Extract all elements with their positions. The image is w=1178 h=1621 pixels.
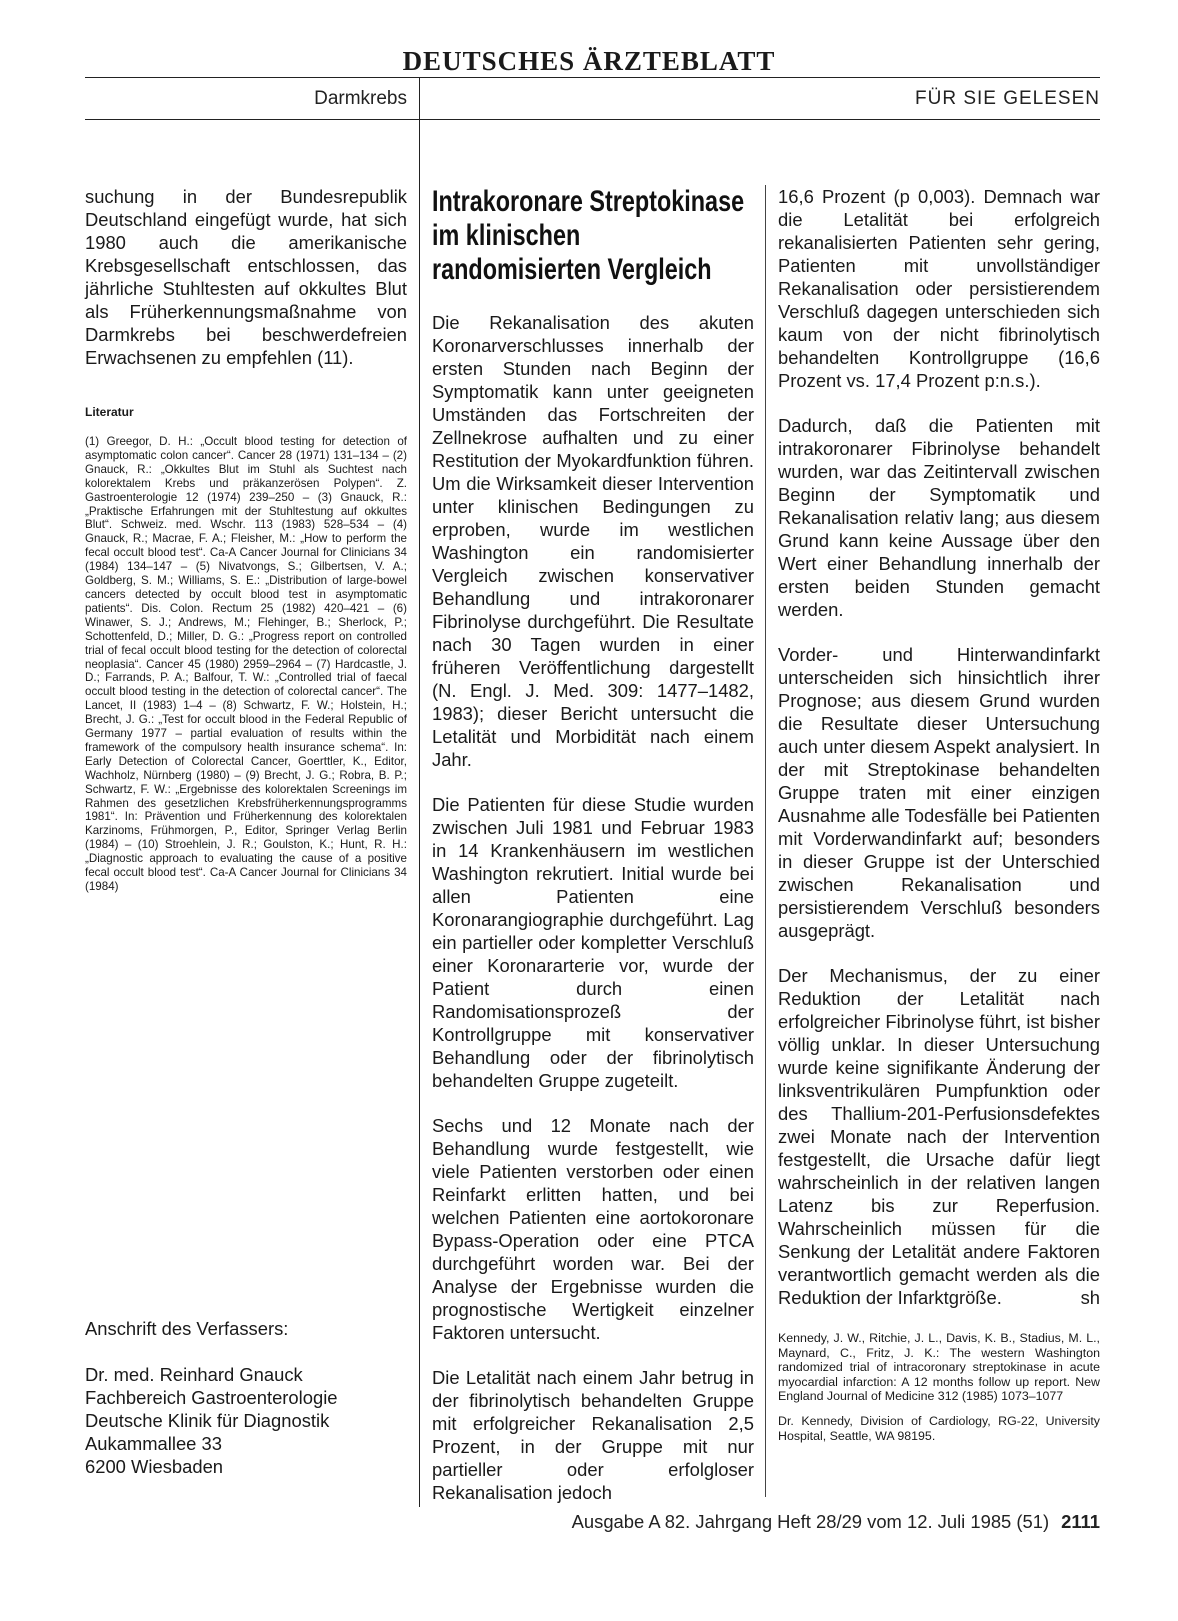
page-number: 2111 xyxy=(1061,1511,1100,1532)
literature-heading: Literatur xyxy=(85,405,134,419)
article-paragraph: Dadurch, daß die Patienten mit intrakoronarer Fibrinolyse behandelt wurden, war das Zeitintervall zwischen Beginn der Symptomatik und Rekanalisation relativ lang; aus diesem Grund kann keine Aussage über den Wert einer Behandlung innerhalb der ersten beiden Stunden gemacht werden. xyxy=(778,415,1100,620)
column-middle xyxy=(432,185,754,1526)
column-divider-left xyxy=(419,77,420,1507)
article-paragraph xyxy=(778,964,1100,1309)
column-divider-right xyxy=(765,185,766,1497)
address-line: Deutsche Klinik für Diagnostik xyxy=(85,1410,330,1431)
correspondence-address: Dr. Kennedy, Division of Cardiology, RG-22, University Hospital, Seattle, WA 98195. xyxy=(778,1413,1100,1443)
address-line: Dr. med. Reinhard Gnauck xyxy=(85,1364,303,1385)
address-line: Fachbereich Gastroenterologie xyxy=(85,1387,338,1408)
top-rule xyxy=(85,77,1100,78)
header-rule xyxy=(85,119,1100,120)
article-paragraph: 16,6 Prozent (p 0,003). Demnach war die Letalität bei erfolgreich rekanalisierten Patienten sehr gering, Patienten mit unvollständiger Rekanalisation oder persistierendem Verschluß dagegen unterschieden sich kaum von der nicht fibrinolytisch behandelten Kontrollgruppe (16,6 Prozent vs. 17,4 Prozent p:n.s.). xyxy=(778,186,1100,391)
intro-paragraph: suchung in der Bundesrepublik Deutschland eingefügt wurde, hat sich 1980 auch die amerikanische Krebsgesellschaft entschlossen, das jährliche Stuhltesten auf okkultes Blut als Früherkennungsmaßnahme von Darmkrebs bei beschwerdefreien Erwachsenen zu empfehlen (11). xyxy=(85,186,407,368)
masthead: DEUTSCHES ÄRZTEBLATT xyxy=(402,46,776,76)
article-paragraph: Sechs und 12 Monate nach der Behandlung wurde festgestellt, wie viele Patienten verstorben oder einen Reinfarkt erlitten hatten, und bei welchen Patienten eine aortokoronare Bypass-Operation oder eine PTCA durchgeführt worden war. Bei der Analyse der Ergebnisse wurden die prognostische Wertigkeit einzelner Faktoren untersucht. xyxy=(432,1115,754,1343)
address-line: Aukammallee 33 xyxy=(85,1433,222,1454)
column-left xyxy=(85,185,407,894)
section-label-left: Darmkrebs xyxy=(314,88,407,109)
literature-list: (1) Greegor, D. H.: „Occult blood testing for detection of asymptomatic colon cancer“. Cancer 28 (1971) 131–134 – (2) Gnauck, R.: „Okkultes Blut im Stuhl als Suchtest nach kolorektalem Krebs und präkanzerösen Polypen“. Z. Gastroenterologie 12 (1974) 239–250 – (3) Gnauck, R.: „Praktische Erfahrungen mit der Stuhltestung auf okkultes Blut“. Schweiz. med. Wschr. 113 (1983) 528–534 – (4) Gnauck, R.; Macrae, F. A.; Fleisher, M.: „How to perform the fecal occult blood test“. Ca-A Cancer Journal for Clinicians 34 (1984) 134–147 – (5) Nivatvongs, S.; Gilbertsen, V. A.; Goldberg, S. M.; Williams, S. E.: „Distribution of large-bowel cancers detected by occult blood test in asymptomatic patients“. Dis. Colon. Rectum 25 (1982) 420–421 – (6) Winawer, S. J.; Andrews, M.; Flehinger, B.; Sherlock, P.; Schottenfeld, D.; Miller, D. G.: „Progress report on controlled trial of fecal occult blood testing for the detection of colorectal neoplasia“. Cancer 45 (1980) 2959–2964 – (7) Hardcastle, J. D.; Farrands, P. A.; Balfour, T. W.: „Controlled trial of faecal occult blood testing in the detection of colorectal cancer“. The Lancet, II (1983) 1–4 – (8) Schwartz, F. W.; Holstein, H.; Brecht, J. G.: „Test for occult blood in the Federal Republic of Germany 1977 – partial evaluation of results within the framework of the compulsory health insurance schema“. In: Early Detection of Colorectal Cancer, Goerttler, K., Editor, Wachholz, Nürnberg (1980) – (9) Brecht, J. G.; Robra, B. P.; Schwartz, F. W.: „Ergebnisse des kolorektalen Screenings im Rahmen des gesetzlichen Krebsfrüherkennungsprogramms 1981“. In: Prävention und Früherkennung des kolorektalen Karzinoms, Frühmorgen, P., Editor, Springer Verlag Berlin (1984) – (10) Stroehlein, J. R.; Goulston, K.; Hunt, R. H.: „Diagnostic approach to evaluating the cause of a positive fecal occult blood test“. Ca-A Cancer Journal for Clinicians 34 (1984) xyxy=(85,435,407,893)
article-reference: Kennedy, J. W., Ritchie, J. L., Davis, K. B., Stadius, M. L., Maynard, C., Fritz, J. K.: The western Washington randomized trial of intracoronary streptokinase in acute myocardial infarction: A 12 months follow up report. New England Journal of Medicine 312 (1985) 1073–1077 xyxy=(778,1331,1100,1404)
author-address xyxy=(85,1317,407,1478)
page-footer xyxy=(572,1511,1100,1533)
article-paragraph: Die Patienten für diese Studie wurden zwischen Juli 1981 und Februar 1983 in 14 Krankenhäusern im westlichen Washington rekrutiert. Initial wurde bei allen Patienten eine Koronarangiographie durchgeführt. Lag ein partieller oder kompletter Verschluß einer Koronararterie vor, wurde der Patient durch einen Randomisationsprozeß der Kontrollgruppe mit konservativer Behandlung oder der fibrinolytisch behandelten Gruppe zugeteilt. xyxy=(432,794,754,1091)
address-label: Anschrift des Verfassers: xyxy=(85,1318,289,1339)
issue-info: Ausgabe A 82. Jahrgang Heft 28/29 vom 12. Juli 1985 (51) xyxy=(571,1511,1050,1532)
article-paragraph: Vorder- und Hinterwandinfarkt unterscheiden sich hinsichtlich ihrer Prognose; aus diesem Grund wurden die Resultate dieser Untersuchung auch unter diesem Aspekt analysiert. In der mit Streptokinase behandelten Gruppe traten mit einer einzigen Ausnahme alle Todesfälle bei Patienten mit Vorderwandinfarkt auf; besonders in dieser Gruppe ist der Unterschied zwischen Rekanalisation und persistierendem Verschluß besonders ausgeprägt. xyxy=(778,644,1100,941)
section-label-right: FÜR SIE GELESEN xyxy=(915,88,1100,109)
author-signature: sh xyxy=(1080,1287,1100,1308)
article-paragraph: Die Rekanalisation des akuten Koronarverschlusses innerhalb der ersten Stunden nach Beginn der Symptomatik kann unter geeigneten Umständen das Fortschreiten der Zellnekrose aufhalten und zu einer Restitution der Myokardfunktion führen. Um die Wirksamkeit dieser Intervention unter klinischen Bedingungen zu erproben, wurde im westlichen Washington ein randomisierter Vergleich zwischen konservativer Behandlung und intrakoronarer Fibrinolyse durchgeführt. Die Resultate nach 30 Tagen wurden in einer früheren Veröffentlichung dargestellt (N. Engl. J. Med. 309: 1477–1482, 1983); dieser Bericht untersucht die Letalität und Morbidität nach einem Jahr. xyxy=(432,312,754,770)
article-text: Der Mechanismus, der zu einer Reduktion der Letalität nach erfolgreicher Fibrinolyse führt, ist bisher völlig unklar. In dieser Untersuchung wurde keine signifikante Änderung der linksventrikulären Pumpfunktion oder des Thallium-201-Perfusionsdefektes zwei Monate nach der Intervention festgestellt, die Ursache dafür liegt wahrscheinlich in der relativen langen Latenz bis zur Reperfusion. Wahrscheinlich müssen für die Senkung der Letalität andere Faktoren verantwortlich gemacht werden als die Reduktion der Infarktgröße. xyxy=(778,965,1100,1308)
address-line: 6200 Wiesbaden xyxy=(85,1456,224,1477)
column-right xyxy=(778,185,1100,1453)
article-headline: Intrakoronare Streptokinase im klinischen randomisierten Vergleich xyxy=(432,185,745,286)
article-paragraph: Die Letalität nach einem Jahr betrug in der fibrinolytisch behandelten Gruppe mit erfolgreicher Rekanalisation 2,5 Prozent, in der Gruppe mit nur partieller oder erfolgloser Rekanalisation jedoch xyxy=(432,1367,754,1503)
